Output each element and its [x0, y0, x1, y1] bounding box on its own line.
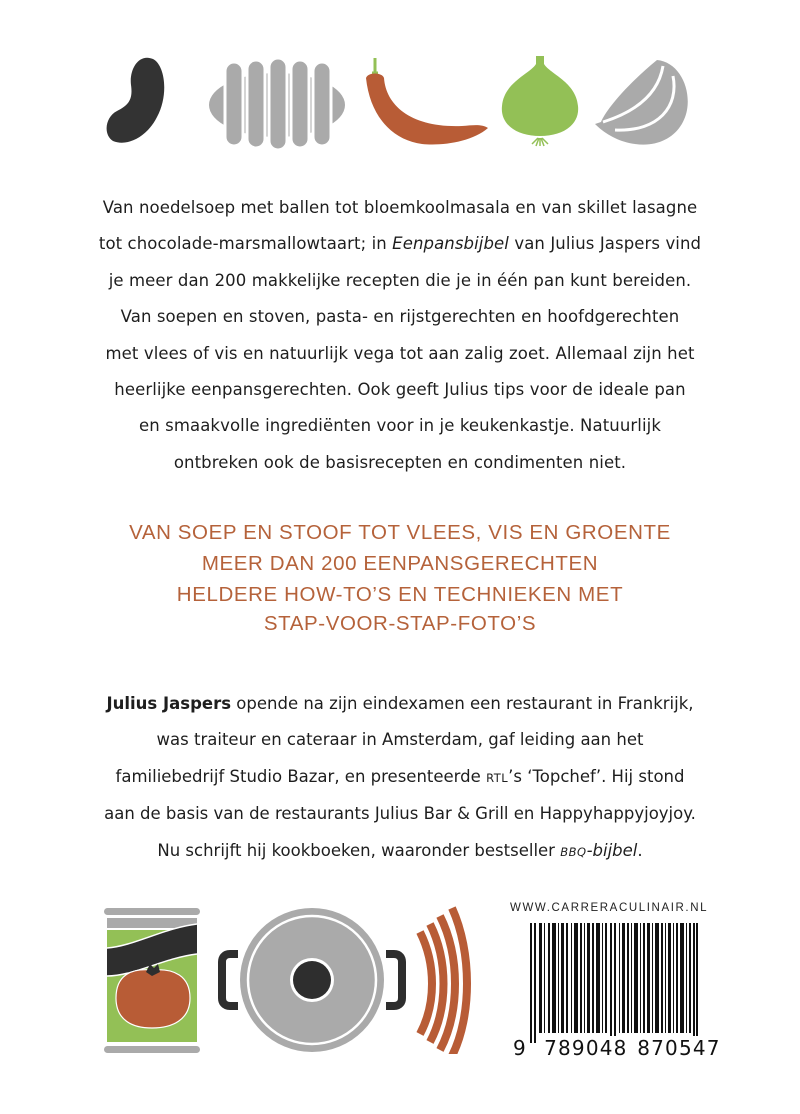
- highlight-item: VAN SOEP EN STOOF TOT VLEES, VIS EN GROENTE: [129, 521, 671, 544]
- barcode-icon: [530, 923, 698, 1043]
- bbq-smallcaps: BBQ: [560, 844, 587, 859]
- bio-text: Nu schrijft hij kookboeken, waaronder bestseller: [157, 840, 561, 860]
- description-line: heerlijke eenpansgerechten. Ook geeft Julius tips voor de ideale pan: [114, 380, 686, 400]
- top-icon-row: [0, 40, 800, 180]
- highlight-item: MEER DAN 200 EENPANSGERECHTEN: [201, 552, 599, 575]
- bacon-strips-icon: [412, 904, 472, 1054]
- rtl-smallcaps: RTL: [486, 770, 509, 785]
- garlic-clove-icon: [595, 58, 695, 148]
- cooking-pot-icon: [218, 906, 406, 1054]
- description-line: [60, 226, 740, 262]
- highlight-item: HELDERE HOW-TO’S EN TECHNIEKEN MET: [176, 583, 624, 606]
- description-text: van Julius Jaspers vind: [509, 234, 702, 254]
- highlight-item: STAP-VOOR-STAP-FOTO’S: [263, 612, 537, 635]
- isbn-prefix: 9: [513, 1036, 527, 1060]
- book-description: [60, 190, 740, 481]
- author-bio: [60, 686, 740, 870]
- bio-text: .: [637, 840, 643, 860]
- bio-line: aan de basis van de restaurants Julius Bar & Grill en Happyhappyjoyjoy.: [104, 804, 696, 824]
- isbn-group-right: 870547: [637, 1036, 721, 1060]
- bean-icon: [105, 55, 165, 150]
- book-title: -bijbel: [586, 840, 638, 860]
- feature-highlights: [60, 517, 740, 637]
- sausage-bun-icon: [207, 58, 347, 153]
- bio-text: opende na zijn eindexamen een restaurant in Frankrijk,: [231, 694, 694, 713]
- description-line: met vlees of vis en natuurlijk vega tot aan zalig zoet. Allemaal zijn het: [105, 343, 695, 363]
- description-line: Van soepen en stoven, pasta- en rijstgerechten en hoofdgerechten: [120, 307, 680, 327]
- isbn-number: [512, 1036, 722, 1060]
- bio-line: [60, 833, 740, 870]
- tomato-can-icon: [104, 906, 202, 1054]
- description-text: tot chocolade-marsmallowtaart; in: [98, 234, 393, 254]
- bio-line: [60, 759, 740, 796]
- chili-pepper-icon: [362, 56, 492, 148]
- description-line: Van noedelsoep met ballen tot bloemkoolmasala en van skillet lasagne: [102, 198, 698, 217]
- bio-line: was traiteur en cateraar in Amsterdam, gaf leiding aan het: [156, 730, 644, 750]
- description-line: ontbreken ook de basisrecepten en condimenten niet.: [173, 452, 627, 472]
- publisher-website: WWW.CARRERACULINAIR.NL: [510, 902, 709, 914]
- isbn-group-left: 789048: [544, 1036, 628, 1060]
- description-line: en smaakvolle ingrediënten voor in je keukenkastje. Natuurlijk: [138, 416, 661, 436]
- bio-line: [60, 686, 740, 722]
- author-name: Julius Jaspers: [106, 694, 232, 713]
- onion-icon: [500, 56, 580, 148]
- bottom-icon-row: [0, 890, 500, 1090]
- book-title: Eenpansbijbel: [392, 234, 509, 254]
- bio-text: ’s ‘Topchef’. Hij stond: [508, 766, 685, 786]
- bio-text: familiebedrijf Studio Bazar, en presenteerde: [115, 766, 487, 786]
- description-line: je meer dan 200 makkelijke recepten die je in één pan kunt bereiden.: [108, 270, 692, 290]
